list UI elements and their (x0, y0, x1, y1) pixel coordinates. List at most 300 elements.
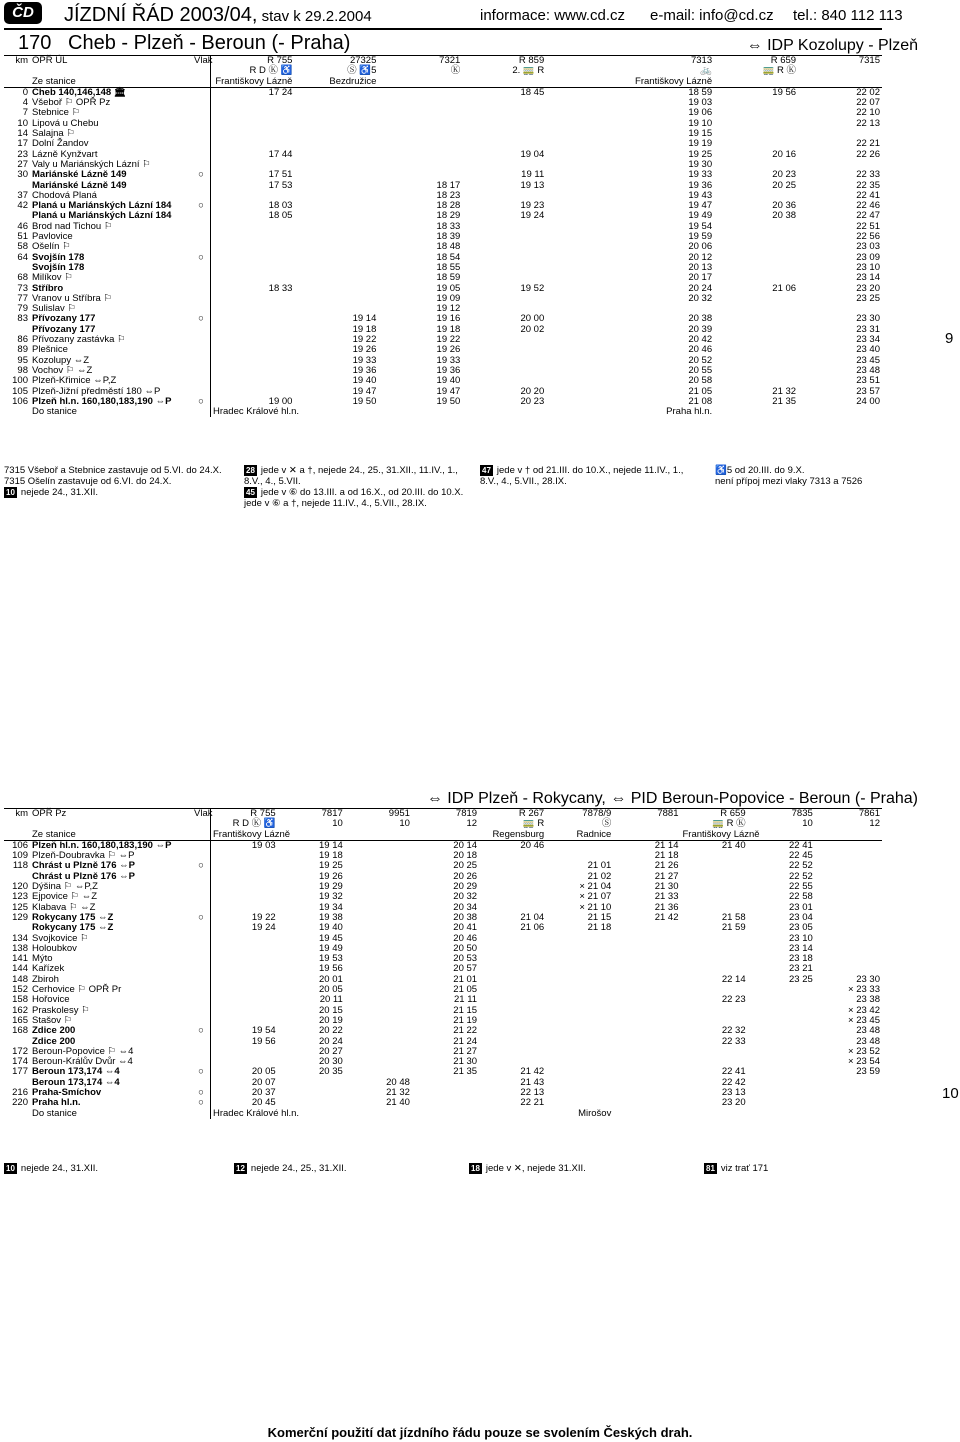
time-cell (546, 108, 630, 118)
marker-cell (192, 985, 211, 995)
time-cell (748, 1088, 815, 1098)
time-cell (412, 1109, 479, 1119)
time-cell: 18 03 (211, 201, 295, 211)
time-cell (378, 160, 462, 170)
time-cell: 7313 (690, 55, 713, 66)
time-cell (613, 944, 680, 954)
time-cell (798, 77, 882, 88)
time-cell (479, 1016, 546, 1026)
table-row (4, 1016, 882, 1026)
km-cell: 83 (17, 313, 28, 325)
time-cell (479, 1037, 546, 1047)
time-cell (546, 242, 630, 252)
marker-cell (192, 284, 211, 294)
table-row (4, 1047, 882, 1057)
time-cell: 21 58 (721, 911, 746, 923)
time-cell: 19 03 (688, 97, 713, 109)
time-cell (345, 882, 412, 892)
time-cell (613, 1067, 680, 1077)
time-cell: 7817 (321, 808, 343, 819)
time-cell (345, 985, 412, 995)
time-cell: 23 21 (788, 963, 813, 975)
time-cell: 19 05 (436, 282, 461, 294)
station-cell: Beroun-Popovice ⚐ ⇔4 (32, 1045, 134, 1057)
time-cell: 19 49 (319, 942, 343, 954)
time-cell: 18 33 (436, 220, 461, 232)
station-cell: Všeboř ⚐ OPŘ Pz (32, 97, 111, 109)
km-cell: 118 (12, 860, 28, 872)
note-item: ♿5 od 20.III. do 9.X. (715, 465, 805, 476)
time-cell: 19 26 (319, 870, 343, 882)
note-item: 47 jede v † od 21.III. do 10.X., nejede 11.IV., 1., 8.V., 4., 5.VII., 28.IX. (480, 465, 684, 487)
time-cell (714, 335, 798, 345)
time-cell: 19 47 (436, 385, 461, 397)
time-cell (378, 119, 462, 129)
time-cell: 20 30 (319, 1056, 343, 1068)
info-email: e-mail: info@cd.cz (650, 7, 774, 24)
marker-cell (192, 181, 211, 191)
time-cell: 21 36 (654, 901, 679, 913)
time-cell (211, 954, 278, 964)
time-cell (613, 975, 680, 985)
time-cell (211, 882, 278, 892)
time-cell: Františkovy Lázně (211, 830, 278, 841)
time-cell: 20 00 (520, 313, 545, 325)
time-cell (479, 861, 546, 871)
time-cell: 19 14 (278, 840, 345, 851)
time-cell (748, 1026, 815, 1036)
station-cell: Plzeň hl.n. 160,180,183,190 ⇔P (32, 395, 172, 407)
time-cell: 19 34 (319, 901, 343, 913)
marker-cell: ○ (198, 395, 204, 407)
station-cell: Chrást u Plzně 176 ⇔P (32, 870, 135, 882)
station-cell: Chrást u Plzně 176 ⇔P (32, 860, 135, 872)
marker-cell (192, 325, 211, 335)
time-cell: 23 04 (788, 911, 813, 923)
time-cell (815, 840, 882, 851)
document-title (64, 4, 372, 27)
time-cell (714, 273, 798, 283)
time-cell (546, 98, 630, 108)
time-cell: 21 05 (688, 385, 713, 397)
time-cell: 20 23 (772, 169, 797, 181)
time-cell (345, 1016, 412, 1026)
time-cell: 19 56 (211, 1037, 278, 1047)
table-row (4, 119, 882, 129)
km-cell: 14 (17, 128, 28, 140)
time-cell (546, 211, 630, 221)
time-cell (294, 242, 378, 252)
marker-cell (192, 1006, 211, 1016)
time-cell: 22 51 (856, 220, 880, 232)
time-cell: 23 57 (856, 385, 880, 397)
time-cell (613, 985, 680, 995)
time-cell: 19 32 (319, 891, 343, 903)
station-cell: Stříbro (32, 282, 64, 294)
station-cell: Lázně Kynžvart (32, 148, 98, 160)
time-cell: 23 01 (788, 901, 813, 913)
time-cell: 19 03 (211, 840, 278, 851)
station-cell: Do stanice (32, 406, 77, 418)
km-cell: 105 (12, 385, 28, 397)
page-number-top: 9 (945, 330, 954, 347)
table-row (4, 1088, 882, 1098)
notes-2 (4, 1163, 882, 1174)
time-cell (211, 304, 295, 314)
time-cell (479, 851, 546, 861)
km-cell: 109 (12, 850, 28, 862)
time-cell: 19 11 (521, 169, 545, 181)
station-cell: Praha-Smíchov (32, 1087, 102, 1099)
time-cell: 19 12 (436, 303, 461, 315)
time-cell (680, 872, 747, 882)
time-cell: 21 35 (453, 1066, 478, 1078)
station-cell: Plzeň-Jižní předměstí 180 ⇔P (32, 385, 161, 397)
time-cell: 22 42 (721, 1076, 746, 1088)
km-cell: 152 (12, 984, 28, 996)
time-cell: 🚲 (700, 65, 713, 77)
time-cell: 22 55 (788, 881, 813, 893)
time-cell: 20 01 (319, 973, 343, 985)
time-cell: 21 15 (587, 911, 612, 923)
station-cell: Beroun 173,174 ⇔4 (32, 1066, 120, 1078)
time-cell (748, 1037, 815, 1047)
time-cell (613, 1047, 680, 1057)
timetable-1 (4, 56, 882, 417)
time-cell: 20 52 (688, 354, 713, 366)
time-cell (714, 356, 798, 366)
table-row (4, 985, 882, 995)
time-cell: 23 10 (788, 932, 813, 944)
time-cell (479, 995, 546, 1005)
time-cell (345, 892, 412, 902)
time-cell: 18 48 (436, 241, 461, 253)
table-row (4, 923, 882, 933)
time-cell: Praha hl.n. (666, 406, 713, 418)
km-cell: 79 (17, 303, 28, 315)
time-cell: 19 56 (319, 963, 343, 975)
time-cell: 7861 (858, 808, 880, 819)
table-row (4, 861, 882, 871)
time-cell: 23 03 (856, 241, 880, 253)
table-row (4, 840, 882, 851)
marker-cell (192, 77, 211, 88)
time-cell (294, 232, 378, 242)
station-cell: Rokycany 175 ⇔Z (32, 911, 114, 923)
km-cell: 58 (17, 241, 28, 253)
time-cell (748, 1109, 815, 1119)
marker-cell (192, 819, 211, 829)
time-cell: 19 26 (352, 344, 377, 356)
table-row (4, 995, 882, 1005)
time-cell (294, 294, 378, 304)
station-cell: Beroun 173,174 ⇔4 (32, 1076, 120, 1088)
time-cell (546, 160, 630, 170)
time-cell (815, 954, 882, 964)
km-cell: 64 (17, 251, 28, 263)
time-cell (345, 851, 412, 861)
table-row (4, 892, 882, 902)
time-cell: 22 56 (856, 231, 880, 243)
route-title (18, 32, 350, 55)
time-cell: 21 42 (520, 1066, 545, 1078)
time-cell: 21 26 (654, 860, 679, 872)
time-cell (546, 87, 630, 98)
time-cell (345, 923, 412, 933)
time-cell: 21 43 (520, 1076, 545, 1088)
time-cell (211, 314, 295, 324)
km-cell: 17 (17, 138, 28, 150)
time-cell (211, 222, 295, 232)
time-cell (680, 1006, 747, 1016)
time-cell (815, 923, 882, 933)
time-cell: 22 47 (856, 210, 880, 222)
time-cell (211, 263, 295, 273)
time-cell (211, 98, 295, 108)
time-cell (714, 376, 798, 386)
time-cell (479, 882, 546, 892)
time-cell (546, 66, 630, 76)
time-cell: 20 24 (688, 282, 713, 294)
time-cell (294, 263, 378, 273)
time-cell (815, 872, 882, 882)
time-cell (613, 819, 680, 829)
time-cell (748, 1057, 815, 1067)
time-cell (714, 232, 798, 242)
time-cell (748, 1047, 815, 1057)
station-cell: Kozolupy ⇔Z (32, 354, 90, 366)
station-cell: Cerhovice ⚐ OPŘ Pr (32, 984, 122, 996)
time-cell (345, 964, 412, 974)
time-cell (546, 294, 630, 304)
time-cell (211, 985, 278, 995)
header-row (4, 56, 882, 66)
marker-cell (192, 119, 211, 129)
time-cell (714, 222, 798, 232)
time-cell: 20 22 (319, 1025, 343, 1037)
time-cell: 23 45 (856, 354, 880, 366)
time-cell: 23 10 (856, 261, 880, 273)
time-cell (211, 119, 295, 129)
time-cell: 23 31 (856, 323, 880, 335)
time-cell: 19 52 (520, 282, 545, 294)
time-cell (680, 861, 747, 871)
time-cell (345, 995, 412, 1005)
time-cell (211, 335, 295, 345)
time-cell (815, 830, 882, 841)
marker-cell: ○ (198, 1087, 204, 1099)
time-cell: 12 (466, 818, 478, 830)
km-cell (4, 830, 30, 841)
table-row (4, 851, 882, 861)
note-item: není přípoj mezi vlaky 7313 a 7526 (715, 476, 863, 487)
time-cell: 20 14 (412, 840, 479, 851)
time-cell (462, 253, 546, 263)
marker-cell (192, 975, 211, 985)
time-cell (546, 985, 613, 995)
time-cell (211, 273, 295, 283)
station-cell: Rokycany 175 ⇔Z (32, 922, 114, 934)
marker-cell (192, 892, 211, 902)
note-item: 12 nejede 24., 25., 31.XII. (236, 1163, 347, 1174)
time-cell (546, 129, 630, 139)
time-cell (714, 304, 798, 314)
time-cell (680, 1047, 747, 1057)
time-cell (211, 253, 295, 263)
time-cell (294, 191, 378, 201)
header-row (4, 66, 882, 76)
time-cell (613, 964, 680, 974)
time-cell (479, 1026, 546, 1036)
time-cell: 20 25 (772, 179, 797, 191)
station-cell: Vranov u Stříbra ⚐ (32, 292, 112, 304)
time-cell (345, 975, 412, 985)
time-cell: 19 25 (319, 860, 343, 872)
station-cell: Beroun-Králův Dvůr ⇔4 (32, 1056, 133, 1068)
time-cell (748, 1067, 815, 1077)
table-row (4, 160, 882, 170)
time-cell: 18 45 (462, 87, 546, 98)
time-cell: 22 41 (748, 840, 815, 851)
time-cell: R 755 (211, 809, 278, 819)
time-cell: 21 30 (453, 1056, 478, 1068)
time-cell (462, 407, 546, 417)
note-item: 10 nejede 24., 31.XII. (6, 487, 99, 498)
time-cell: 19 09 (436, 292, 461, 304)
time-cell (294, 181, 378, 191)
time-cell (815, 944, 882, 954)
km-cell: 134 (12, 932, 28, 944)
time-cell (546, 1037, 613, 1047)
time-cell: × 23 45 (848, 1014, 880, 1026)
station-cell: Kařízek (32, 963, 65, 975)
time-cell (613, 923, 680, 933)
time-cell (462, 242, 546, 252)
km-cell: 77 (17, 292, 28, 304)
station-cell: Praha hl.n. (32, 1097, 81, 1109)
station-cell: Zbiroh (32, 973, 59, 985)
time-cell (462, 222, 546, 232)
time-cell: 23 20 (721, 1097, 746, 1109)
table-row (4, 913, 882, 923)
km-cell: 68 (17, 272, 28, 284)
marker-cell: ○ (198, 1097, 204, 1109)
km-cell: 216 (12, 1087, 28, 1099)
time-cell: 19 16 (436, 313, 461, 325)
time-cell (412, 1098, 479, 1108)
time-cell (546, 77, 630, 88)
time-cell: Hradec Králové hl.n. (211, 1109, 278, 1119)
time-cell: 22 32 (721, 1025, 746, 1037)
time-cell (815, 1098, 882, 1108)
table-row (4, 954, 882, 964)
time-cell: 22 02 (798, 87, 882, 98)
time-cell (211, 129, 295, 139)
marker-cell: ○ (198, 313, 204, 325)
table-row (4, 108, 882, 118)
time-cell (462, 77, 546, 88)
time-cell: × 21 07 (579, 891, 612, 903)
time-cell: 19 33 (688, 169, 713, 181)
time-cell (714, 314, 798, 324)
time-cell (613, 954, 680, 964)
time-cell (546, 840, 613, 851)
time-cell (479, 892, 546, 902)
time-cell (479, 944, 546, 954)
time-cell (546, 325, 630, 335)
time-cell: 19 54 (211, 1026, 278, 1036)
table-row (4, 139, 882, 149)
time-cell (294, 160, 378, 170)
time-cell (546, 150, 630, 160)
time-cell: 19 40 (319, 922, 343, 934)
time-cell (211, 1006, 278, 1016)
marker-cell: ○ (198, 1066, 204, 1078)
time-cell: 20 48 (386, 1076, 410, 1088)
table-row (4, 903, 882, 913)
time-cell: Mirošov (578, 1107, 612, 1119)
time-cell: 21 27 (453, 1045, 478, 1057)
time-cell: 20 06 (688, 241, 713, 253)
time-cell: 19 15 (688, 128, 713, 140)
time-cell (211, 294, 295, 304)
time-cell (546, 407, 630, 417)
station-cell: Pavlovice (32, 231, 73, 243)
station-cell: Mýto (32, 953, 53, 965)
time-cell: R D Ⓚ ♿ (211, 66, 295, 76)
station-cell: Milíkov ⚐ (32, 272, 73, 284)
station-cell: Ze stanice (32, 75, 76, 87)
time-cell (613, 1026, 680, 1036)
time-cell (546, 934, 613, 944)
title-date: stav k 29.2.2004 (257, 8, 372, 25)
time-cell (345, 1037, 412, 1047)
km-cell: 106 (4, 840, 30, 851)
time-cell: 22 14 (721, 973, 746, 985)
note-item: 45 jede v ⑥ do 13.III. a od 16.X., od 20.III. do 10.X. jede v ⑥ a †, nejede 11.IV., 4., 5.VII., 28.IX. (244, 487, 464, 509)
notes-1-left (4, 465, 234, 498)
time-cell: 18 39 (436, 231, 461, 243)
time-cell (345, 1006, 412, 1016)
time-cell (211, 861, 278, 871)
time-cell: 20 38 (772, 210, 797, 222)
time-cell (294, 139, 378, 149)
time-cell: 21 15 (453, 1004, 478, 1016)
station-cell: Praskolesy ⚐ (32, 1004, 90, 1016)
time-cell (748, 985, 815, 995)
station-cell: Zdice 200 (32, 1025, 76, 1037)
time-cell: 19 36 (436, 364, 461, 376)
time-cell: 19 19 (688, 138, 713, 150)
time-cell: 21 01 (587, 860, 612, 872)
time-cell (546, 284, 630, 294)
station-cell: Stašov ⚐ (32, 1014, 73, 1026)
time-cell: 19 14 (352, 313, 377, 325)
time-cell: 7835 (791, 808, 813, 819)
station-cell: Holoubkov (32, 942, 77, 954)
time-cell (546, 1006, 613, 1016)
time-cell: 19 47 (352, 385, 377, 397)
station-cell: Dolní Žandov (32, 138, 89, 150)
note-item: 10 nejede 24., 31.XII. (6, 1163, 99, 1174)
time-cell: 21 08 (688, 395, 713, 407)
km-cell: 100 (12, 375, 28, 387)
time-cell: 20 12 (688, 251, 713, 263)
time-cell (211, 232, 295, 242)
time-cell: 18 55 (436, 261, 461, 273)
time-cell: 19 18 (436, 323, 461, 335)
table-row (4, 397, 882, 407)
